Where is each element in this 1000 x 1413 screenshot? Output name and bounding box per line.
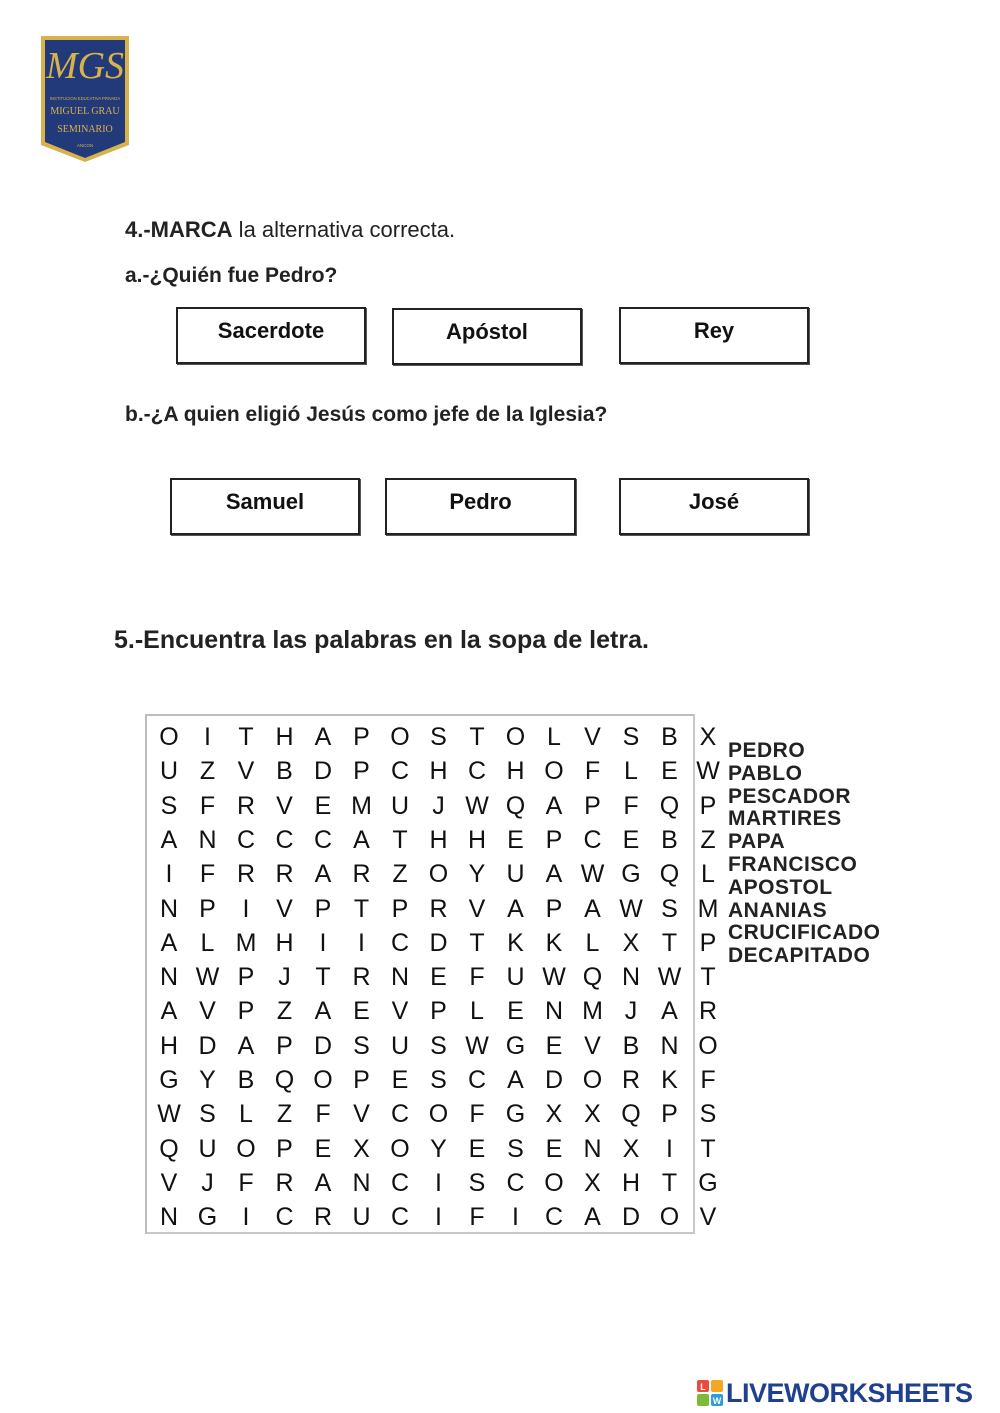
liveworksheets-logo-icon [697,1380,723,1406]
grid-letter[interactable]: E [314,1134,332,1163]
grid-letter[interactable]: Z [700,825,716,854]
grid-letter[interactable]: M [697,894,719,923]
grid-letter[interactable]: S [199,1100,216,1129]
liveworksheets-brand [697,1378,973,1408]
grid-letter[interactable]: V [276,791,293,820]
school-logo [38,33,132,165]
grid-letter[interactable]: H [275,928,294,957]
word-list-item: PESCADOR [728,784,852,808]
grid-letter[interactable]: P [430,997,447,1026]
grid-letter[interactable]: O [159,723,179,751]
word-list-item: PEDRO [728,739,806,762]
grid-letter[interactable]: C [467,757,487,786]
grid-letter[interactable]: E [507,997,524,1026]
grid-letter[interactable]: G [505,1031,526,1060]
grid-letter[interactable]: U [390,1031,410,1060]
grid-letter[interactable]: O [505,723,526,751]
grid-letter[interactable]: Z [276,997,293,1026]
grid-letter[interactable]: X [584,1168,601,1197]
grid-letter[interactable]: Y [430,1134,447,1163]
grid-letter[interactable]: I [666,1134,673,1163]
grid-letter[interactable]: I [512,1203,519,1232]
grid-letter[interactable]: D [313,1031,333,1060]
grid-letter[interactable]: F [199,791,216,820]
grid-letter[interactable]: M [235,928,257,957]
grid-letter[interactable]: N [352,1168,371,1197]
grid-letter[interactable]: O [428,1100,449,1129]
grid-letter[interactable]: X [699,723,717,751]
grid-letter[interactable]: C [467,1066,487,1094]
grid-letter[interactable]: A [661,997,678,1026]
grid-letter[interactable]: A [314,1168,332,1197]
grid-letter[interactable]: D [544,1066,564,1094]
grid-letter[interactable]: P [237,997,255,1026]
grid-letter[interactable]: E [353,997,370,1026]
grid-letter[interactable]: A [160,825,178,854]
word-list-item: PAPA [728,830,786,854]
logo-monogram: MGS [45,45,125,87]
grid-letter[interactable]: P [584,791,601,820]
question-4a-text: a.-¿Quién fue Pedro? [125,264,338,287]
grid-letter[interactable]: L [547,723,561,751]
grid-letter[interactable]: A [353,825,370,854]
grid-letter[interactable]: K [545,928,563,957]
grid-letter[interactable]: H [159,1031,179,1060]
grid-letter[interactable]: U [198,1134,217,1163]
grid-letter[interactable]: O [236,1134,256,1163]
grid-letter[interactable]: O [544,757,564,786]
grid-letter[interactable]: V [468,894,486,923]
grid-letter[interactable]: H [429,825,448,854]
grid-letter[interactable]: R [698,997,718,1026]
grid-letter[interactable]: G [159,1066,179,1094]
grid-letter[interactable]: C [236,825,256,854]
grid-letter[interactable]: Z [392,860,408,889]
grid-letter[interactable]: U [506,860,525,889]
grid-letter[interactable]: F [238,1168,254,1197]
grid-letter[interactable]: T [315,963,331,992]
grid-letter[interactable]: V [160,1168,178,1197]
logo-line1: INSTITUCION EDUCATIVA PRIVADA [49,96,121,101]
logo-line3: SEMINARIO [57,124,113,135]
grid-letter[interactable]: P [237,963,255,992]
grid-letter[interactable]: E [661,757,678,786]
word-list-item: MARTIRES [728,807,842,831]
grid-letter[interactable]: L [239,1100,253,1129]
grid-letter[interactable]: A [237,1031,255,1060]
grid-letter[interactable]: L [624,757,638,786]
grid-letter[interactable]: U [159,757,179,786]
grid-letter[interactable]: Y [468,860,486,889]
grid-letter[interactable]: E [391,1066,409,1094]
grid-letter[interactable]: X [545,1100,563,1129]
grid-letter[interactable]: N [583,1134,602,1163]
grid-letter[interactable]: S [622,723,640,751]
grid-letter[interactable]: J [201,1168,214,1197]
grid-letter[interactable]: R [621,1066,641,1094]
grid-letter[interactable]: A [507,1066,524,1094]
grid-letter[interactable]: B [661,825,678,854]
grid-letter[interactable]: S [160,791,178,820]
grid-letter[interactable]: L [701,860,715,889]
grid-letter[interactable]: T [353,894,370,923]
grid-letter[interactable]: Q [582,963,603,992]
grid-letter[interactable]: A [314,860,332,889]
grid-letter[interactable]: O [390,723,410,751]
grid-letter[interactable]: O [544,1168,564,1197]
grid-letter[interactable]: P [353,757,370,786]
grid-letter[interactable]: T [661,1168,678,1197]
grid-letter[interactable]: P [353,1066,370,1094]
grid-letter[interactable]: N [159,894,179,923]
grid-letter[interactable]: G [197,1203,218,1232]
grid-letter[interactable]: V [584,723,601,751]
grid-letter[interactable]: I [319,928,327,957]
word-search-grid[interactable] [145,714,720,1234]
grid-letter[interactable]: E [314,791,332,820]
grid-letter[interactable]: C [390,928,410,957]
grid-letter[interactable]: C [390,1168,410,1197]
grid-letter[interactable]: W [657,963,682,992]
grid-letter[interactable]: O [428,860,449,889]
grid-letter[interactable]: K [507,928,524,957]
logo-line2: MIGUEL GRAU [50,106,120,117]
grid-letter[interactable]: R [313,1203,333,1232]
grid-letter[interactable]: U [390,791,410,820]
grid-letter[interactable]: E [430,963,447,992]
grid-letter[interactable]: F [469,1203,485,1232]
option-apostol-button[interactable]: Apóstol [392,308,582,365]
grid-letter[interactable]: P [699,791,717,820]
grid-letter[interactable]: D [621,1203,641,1232]
grid-letter[interactable]: N [198,825,217,854]
grid-letter[interactable]: S [699,1100,717,1129]
grid-letter[interactable]: S [353,1031,370,1060]
grid-letter[interactable]: X [622,1134,640,1163]
grid-letter[interactable]: T [700,1134,716,1163]
grid-letter[interactable]: R [352,963,371,992]
grid-letter[interactable]: A [507,894,524,923]
grid-letter[interactable]: W [157,1100,181,1129]
option-rey-button[interactable]: Rey [619,307,809,364]
grid-letter[interactable]: P [545,825,563,854]
grid-letter[interactable]: E [507,825,524,854]
grid-letter[interactable]: H [429,757,448,786]
grid-letter[interactable]: Q [505,791,526,820]
grid-letter[interactable]: F [584,757,601,786]
grid-letter[interactable]: P [199,894,216,923]
grid-letter[interactable]: S [430,723,447,751]
grid-letter[interactable]: Y [199,1066,216,1094]
question-4-title [125,217,455,243]
brand-logo-letter-l: L [700,1382,706,1392]
grid-letter[interactable]: E [468,1134,486,1163]
question-4-title-bold: 4.-MARCA [125,217,233,242]
grid-letter[interactable]: Z [276,1100,293,1129]
grid-letter[interactable]: B [276,757,293,786]
grid-letter[interactable]: T [238,723,254,751]
grid-letter[interactable]: V [199,997,216,1026]
grid-letter[interactable]: N [390,963,410,992]
grid-letter[interactable]: C [390,1203,410,1232]
grid-letter[interactable]: W [195,963,220,992]
grid-letter[interactable]: N [660,1031,679,1060]
grid-letter[interactable]: P [545,894,563,923]
grid-letter[interactable]: P [699,928,717,957]
grid-letter[interactable]: J [432,791,445,820]
grid-letter[interactable]: A [584,894,601,923]
grid-letter[interactable]: X [353,1134,370,1163]
grid-letter[interactable]: W [542,963,566,992]
grid-letter[interactable]: W [696,757,720,786]
grid-letter[interactable]: S [468,1168,486,1197]
grid-letter[interactable]: B [661,723,678,751]
grid-letter[interactable]: B [622,1031,640,1060]
grid-letter[interactable]: Q [621,1100,641,1129]
grid-letter[interactable]: D [429,928,448,957]
grid-letter[interactable]: T [469,928,485,957]
grid-letter[interactable]: H [506,757,525,786]
grid-letter[interactable]: R [236,791,256,820]
grid-letter[interactable]: F [700,1066,716,1094]
grid-letter[interactable]: B [237,1066,255,1094]
grid-letter[interactable]: S [507,1134,524,1163]
grid-letter[interactable]: T [700,963,716,992]
grid-letter[interactable]: I [435,1168,442,1197]
grid-letter[interactable]: F [199,860,216,889]
option-sacerdote-button[interactable]: Sacerdote [176,307,366,364]
option-samuel-button[interactable]: Samuel [170,478,360,535]
grid-letter[interactable]: P [276,1031,293,1060]
grid-letter[interactable]: E [545,1134,563,1163]
grid-letter[interactable]: O [582,1066,603,1094]
grid-letter[interactable]: O [390,1134,410,1163]
question-5-title: 5.-Encuentra las palabras en la sopa de letra. [114,626,649,654]
question-4b-text: b.-¿A quien eligió Jesús como jefe de la Iglesia? [125,403,608,426]
grid-letter[interactable]: P [314,894,332,923]
word-list-item: PABLO [728,761,803,785]
grid-letter[interactable]: H [275,723,294,751]
grid-letter[interactable]: A [545,791,563,820]
grid-letter[interactable]: C [275,1203,294,1232]
grid-letter[interactable]: P [276,1134,293,1163]
word-list-item: ANANIAS [728,898,828,922]
grid-letter[interactable]: A [160,997,178,1026]
grid-letter[interactable]: D [198,1031,217,1060]
grid-letter[interactable]: E [545,1031,563,1060]
grid-letter[interactable]: S [430,1031,447,1060]
word-list-item: FRANCISCO [728,852,858,876]
grid-letter[interactable]: I [358,928,365,957]
question-4-title-rest: la alternativa correcta. [232,217,456,242]
grid-letter[interactable]: Z [199,757,216,786]
grid-letter[interactable]: P [353,723,370,751]
grid-letter[interactable]: V [276,894,293,923]
grid-letter[interactable]: V [391,997,409,1026]
grid-letter[interactable]: G [698,1168,718,1197]
grid-letter[interactable]: I [242,894,250,923]
grid-letter[interactable]: M [351,791,372,820]
logo-line4: ANCON [76,143,94,148]
grid-letter[interactable]: A [545,860,563,889]
grid-letter[interactable]: O [313,1066,333,1094]
grid-letter[interactable]: C [390,757,410,786]
grid-letter[interactable]: F [469,963,485,992]
word-list-item: CRUCIFICADO [728,921,881,945]
grid-letter[interactable]: N [159,1203,179,1232]
grid-letter[interactable]: T [392,825,408,854]
grid-letter[interactable]: Q [159,1134,179,1163]
grid-letter[interactable]: T [661,928,678,957]
grid-letter[interactable]: V [353,1100,370,1129]
grid-letter[interactable]: Q [659,860,680,889]
word-list-item: DECAPITADO [728,944,871,968]
grid-letter[interactable]: A [160,928,178,957]
liveworksheets-brand-text: LIVEWORKSHEETS [726,1377,973,1408]
grid-letter[interactable]: U [352,1203,371,1232]
grid-letter[interactable]: J [624,997,638,1026]
grid-letter[interactable]: I [242,1203,250,1232]
grid-letter[interactable]: C [390,1100,410,1129]
option-jose-button[interactable]: José [619,478,809,535]
grid-letter[interactable]: N [621,963,641,992]
grid-letter[interactable]: E [622,825,640,854]
brand-logo-letter-w: W [712,1396,722,1406]
grid-letter[interactable]: R [275,1168,294,1197]
grid-letter[interactable]: M [582,997,603,1026]
grid-letter[interactable]: A [584,1203,601,1232]
grid-letter[interactable]: R [236,860,256,889]
grid-letter[interactable]: J [278,963,291,992]
grid-letter[interactable]: W [465,1031,489,1060]
grid-letter[interactable]: X [584,1100,601,1129]
grid-letter[interactable]: V [699,1203,717,1232]
grid-letter[interactable]: S [430,1066,447,1094]
grid-letter[interactable]: G [621,860,641,889]
grid-letter[interactable]: X [622,928,640,957]
word-list-item: APOSTOL [728,875,833,899]
grid-letter[interactable]: N [159,963,179,992]
grid-letter[interactable]: T [469,723,485,751]
grid-letter[interactable]: V [237,757,255,786]
grid-letter[interactable]: L [200,928,215,957]
grid-letter[interactable]: U [506,963,525,992]
grid-letter[interactable]: R [275,860,294,889]
grid-letter[interactable]: R [352,860,371,889]
grid-letter[interactable]: A [314,997,332,1026]
grid-letter[interactable]: I [204,723,211,751]
grid-letter[interactable]: N [544,997,564,1026]
grid-letter[interactable]: C [275,825,294,854]
grid-letter[interactable]: L [585,928,600,957]
word-list [728,740,881,968]
grid-letter[interactable]: C [506,1168,525,1197]
grid-letter[interactable]: W [465,791,489,820]
grid-letter[interactable]: O [698,1031,718,1060]
grid-letter[interactable]: H [621,1168,641,1197]
grid-letter[interactable]: W [619,894,643,923]
grid-letter[interactable]: V [584,1031,601,1060]
grid-letter[interactable]: S [661,894,678,923]
grid-letter[interactable]: L [470,997,484,1026]
grid-letter[interactable]: O [659,1203,680,1232]
option-pedro-button[interactable]: Pedro [385,478,576,535]
grid-letter[interactable]: C [544,1203,564,1232]
grid-letter[interactable]: A [314,723,332,751]
grid-letter[interactable]: F [469,1100,485,1129]
grid-letter[interactable]: P [391,894,409,923]
grid-letter[interactable]: D [313,757,333,786]
grid-letter[interactable]: C [313,825,333,854]
grid-letter[interactable]: F [315,1100,331,1129]
grid-letter[interactable]: W [580,860,605,889]
grid-letter[interactable]: I [435,1203,442,1232]
grid-letter[interactable]: F [623,791,639,820]
grid-letter[interactable]: K [661,1066,678,1094]
grid-letter[interactable]: H [467,825,487,854]
grid-letter[interactable]: Q [659,791,680,820]
grid-letter[interactable]: I [165,860,173,889]
grid-letter[interactable]: C [583,825,602,854]
grid-letter[interactable]: P [661,1100,678,1129]
grid-letter[interactable]: G [505,1100,526,1129]
grid-letter[interactable]: Q [274,1066,295,1094]
grid-letter[interactable]: R [429,894,448,923]
